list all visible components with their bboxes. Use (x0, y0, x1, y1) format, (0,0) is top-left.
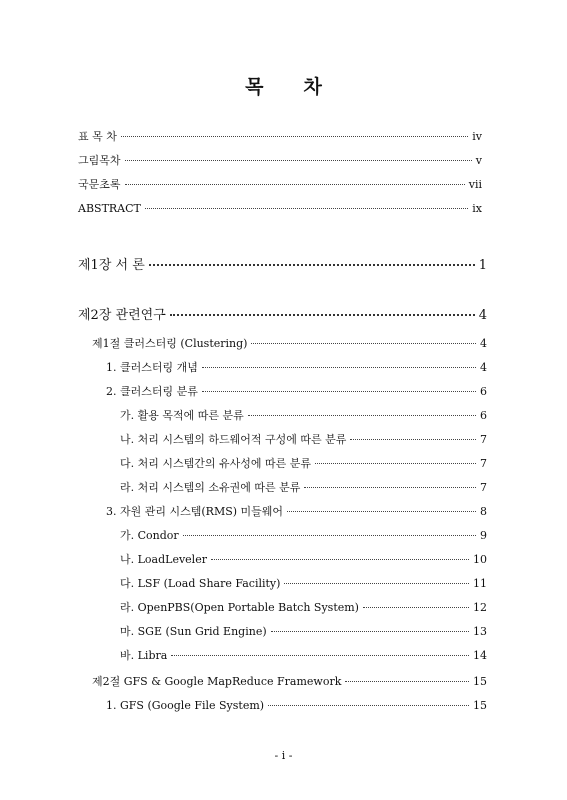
toc-entry-page: 7 (480, 457, 487, 470)
page-title-left: 목 (245, 76, 264, 98)
toc-entry-chapter-2[interactable] (78, 308, 487, 324)
toc-entry-2-1-3-c[interactable] (120, 577, 487, 591)
toc-entry-2-1-3-b[interactable] (120, 553, 487, 567)
dot-leader (315, 463, 476, 464)
page-title-right: 차 (303, 76, 322, 98)
toc-entry-page: 9 (480, 529, 487, 542)
toc-entry-2-1-3-d[interactable] (120, 601, 487, 615)
toc-entry-list-of-figures[interactable] (78, 154, 482, 168)
toc-entry-page: 4 (480, 361, 487, 374)
dot-leader (125, 160, 472, 161)
toc-entry-label: 1. 클러스터링 개념 (106, 361, 198, 374)
toc-entry-label: 다. 처리 시스템간의 유사성에 따른 분류 (120, 457, 311, 470)
toc-entry-page: 6 (480, 409, 487, 422)
toc-entry-chapter-1[interactable] (78, 258, 487, 274)
dot-leader (304, 487, 476, 488)
toc-entry-label: 제2장 관련연구 (78, 308, 166, 323)
dot-leader (149, 264, 475, 266)
toc-entry-label: 표 목 차 (78, 130, 117, 143)
toc-entry-2-2-1[interactable] (106, 699, 487, 713)
toc-entry-section-2-2[interactable] (92, 675, 487, 689)
toc-entry-2-1-3-e[interactable] (120, 625, 487, 639)
toc-entry-label: 그림목차 (78, 154, 121, 167)
toc-entry-page: 13 (473, 625, 487, 638)
toc-entry-2-1-2-b[interactable] (120, 433, 487, 447)
toc-entry-label: 가. Condor (120, 529, 179, 542)
toc-entry-page: 7 (480, 433, 487, 446)
toc-entry-label: 라. 처리 시스템의 소유권에 따른 분류 (120, 481, 301, 494)
dot-leader (202, 391, 476, 392)
toc-entry-label: 2. 클러스터링 분류 (106, 385, 198, 398)
dot-leader (183, 535, 476, 536)
toc-entry-section-2-1[interactable] (92, 337, 487, 351)
dot-leader (125, 184, 465, 185)
dot-leader (121, 136, 468, 137)
toc-entry-label: 국문초록 (78, 178, 121, 191)
dot-leader (284, 583, 469, 584)
toc-entry-page: ⅸ (472, 202, 482, 215)
toc-entry-2-1-3-a[interactable] (120, 529, 487, 543)
toc-entry-2-1-1[interactable] (106, 361, 487, 375)
toc-entry-label: 나. 처리 시스템의 하드웨어적 구성에 따른 분류 (120, 433, 347, 446)
toc-entry-label: 1. GFS (Google File System) (106, 699, 265, 712)
dot-leader (211, 559, 469, 560)
toc-entry-page: 15 (473, 675, 487, 688)
toc-entry-label: 제2절 GFS & Google MapReduce Framework (92, 675, 342, 688)
toc-entry-page: 7 (480, 481, 487, 494)
toc-entry-label: 3. 자원 관리 시스템(RMS) 미들웨어 (106, 505, 284, 518)
toc-entry-page: 10 (473, 553, 487, 566)
toc-entry-label: 다. LSF (Load Share Facility) (120, 577, 281, 590)
toc-entry-page: 11 (473, 577, 487, 590)
toc-entry-page: 15 (473, 699, 487, 712)
dot-leader (345, 681, 469, 682)
dot-leader (271, 631, 469, 632)
toc-entry-label: 바. Libra (120, 649, 168, 662)
toc-entry-label: 마. SGE (Sun Grid Engine) (120, 625, 267, 638)
toc-entry-label: 제1장 서 론 (78, 258, 145, 273)
page-number-footer: - i - (274, 749, 293, 762)
toc-entry-2-1-2[interactable] (106, 385, 487, 399)
toc-entry-korean-abstract[interactable] (78, 178, 482, 192)
dot-leader (287, 511, 476, 512)
toc-entry-page: 12 (473, 601, 487, 614)
toc-entry-label: 제1절 클러스터링 (Clustering) (92, 337, 248, 350)
dot-leader (202, 367, 476, 368)
toc-entry-2-1-3[interactable] (106, 505, 487, 519)
toc-entry-2-1-2-a[interactable] (120, 409, 487, 423)
toc-entry-abstract[interactable] (78, 202, 482, 216)
toc-entry-page: ⅴ (475, 154, 482, 167)
toc-entry-page: 1 (478, 258, 487, 273)
toc-entry-page: 4 (480, 337, 487, 350)
toc-entry-label: 가. 활용 목적에 따른 분류 (120, 409, 244, 422)
toc-entry-2-1-3-f[interactable] (120, 649, 487, 663)
toc-entry-label: 라. OpenPBS(Open Portable Batch System) (120, 601, 359, 614)
toc-entry-page: 4 (478, 308, 487, 323)
dot-leader (363, 607, 469, 608)
dot-leader (268, 705, 469, 706)
toc-entry-page: 6 (480, 385, 487, 398)
dot-leader (171, 655, 469, 656)
dot-leader (248, 415, 476, 416)
dot-leader (251, 343, 476, 344)
toc-entry-list-of-tables[interactable] (78, 130, 482, 144)
toc-entry-label: 나. LoadLeveler (120, 553, 207, 566)
toc-entry-page: ⅶ (468, 178, 482, 191)
toc-entry-2-1-2-c[interactable] (120, 457, 487, 471)
toc-entry-page: 14 (473, 649, 487, 662)
toc-entry-page: ⅳ (472, 130, 482, 143)
toc-entry-label: ABSTRACT (78, 202, 141, 215)
toc-entry-2-1-2-d[interactable] (120, 481, 487, 495)
toc-entry-page: 8 (480, 505, 487, 518)
dot-leader (350, 439, 476, 440)
dot-leader (170, 314, 475, 316)
dot-leader (145, 208, 468, 209)
